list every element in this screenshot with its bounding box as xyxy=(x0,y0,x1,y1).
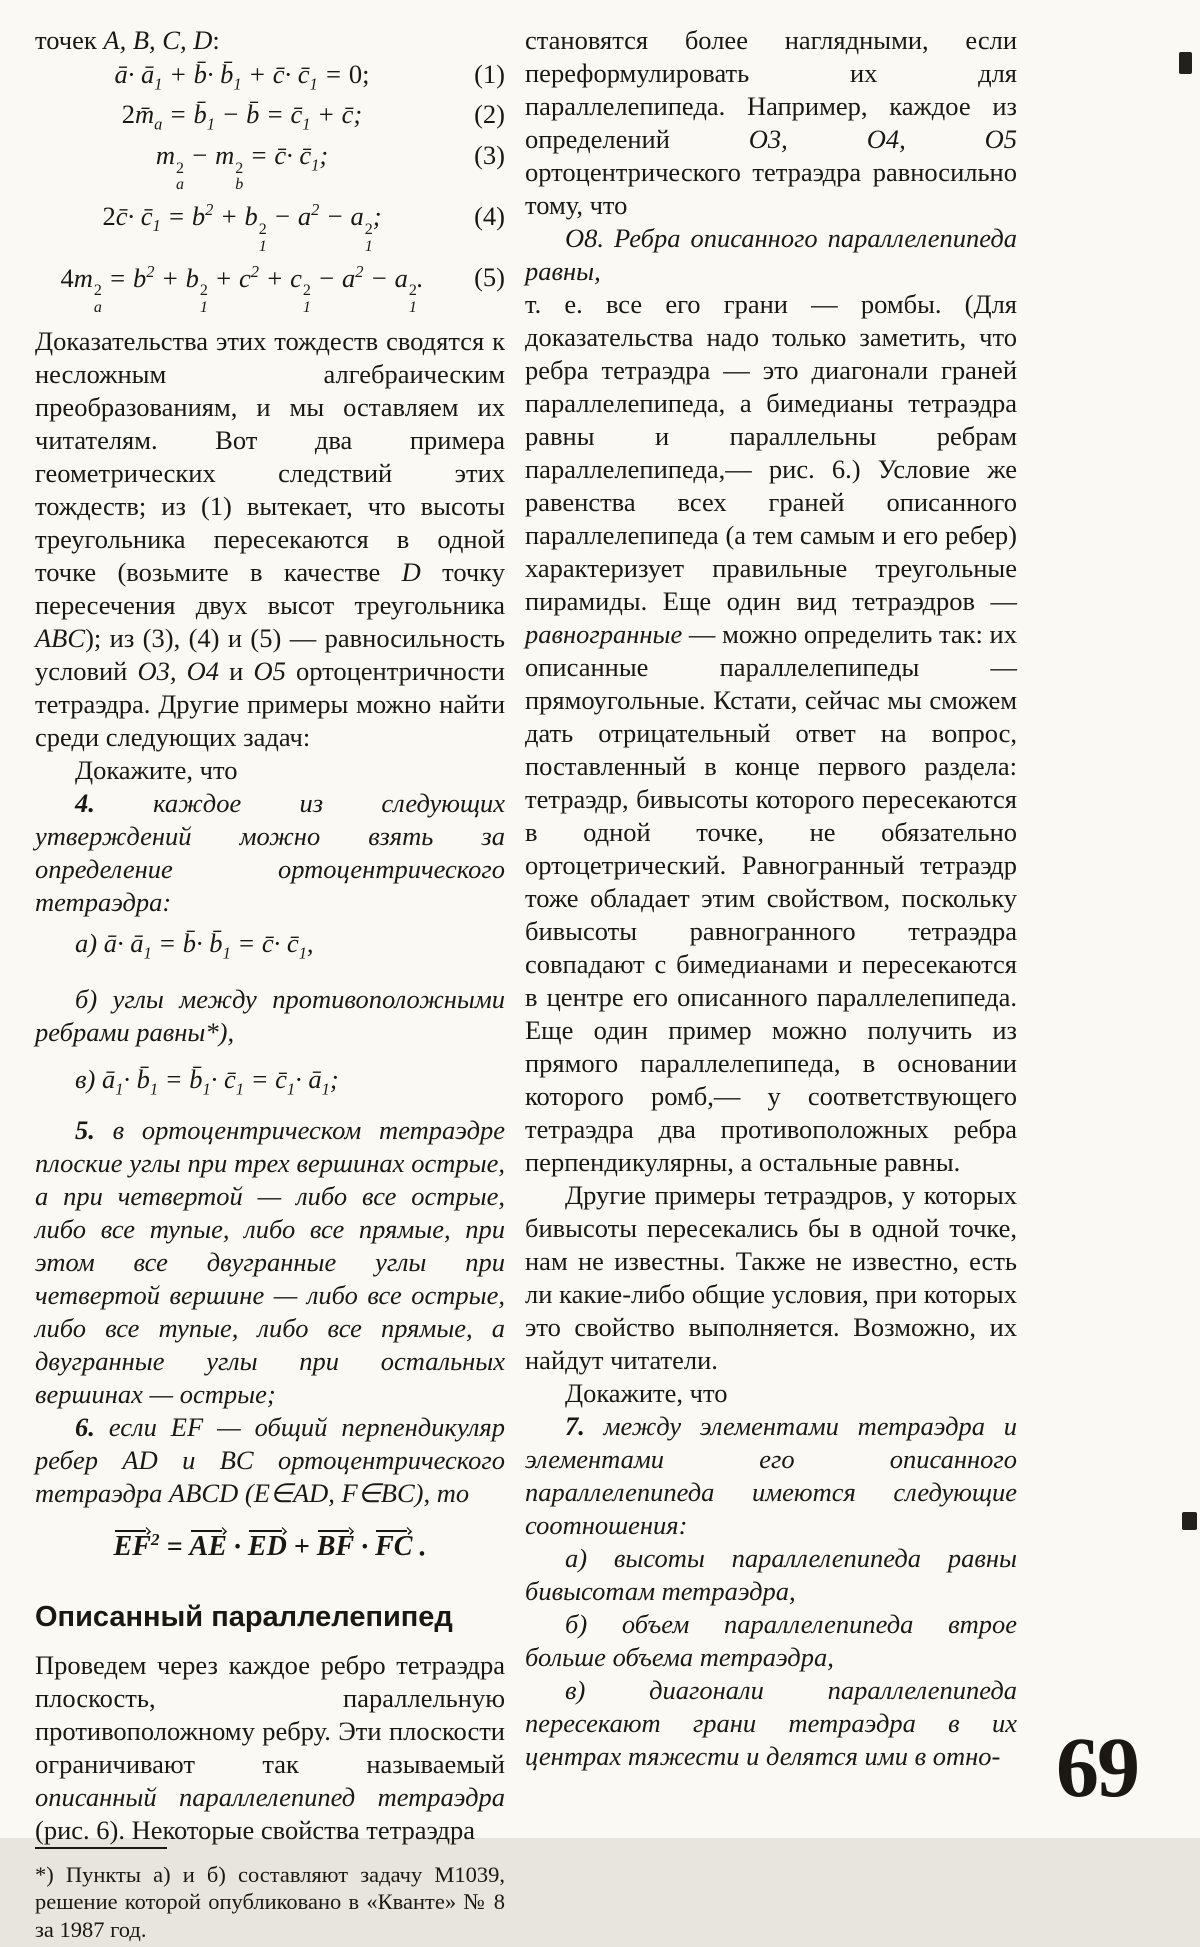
left-column xyxy=(35,24,505,1942)
problem-6: 6. если EF — общий перпендикуляр ребер AD и BC ортоцентрического тетраэдра ABCD (E∈AD, F∈BC), то xyxy=(35,1411,505,1508)
section-heading: Описанный параллелепипед xyxy=(35,1600,453,1633)
problem-7: 7. между элементами тетраэдра и элементами его описанного параллелепипеда имеются следующие соотношения: xyxy=(525,1411,1017,1540)
problem-7v: в) диагонали параллелепипеда пересекают грани тетраэдра в их центрах тяжести и делятся ими в отно- xyxy=(525,1675,1017,1771)
paragraph-main: т. е. все его грани — ромбы. (Для доказательства надо только заметить, что ребра тетраэдра — это диагонали граней параллелепипеда, а бимедианы тетраэдра равны и параллельны ребрам параллелепипеда,— рис. 6.) Условие же равенства всех граней описанного параллелепипеда (а тем самым и его ребер) характеризует правильные треугольные пирамиды. Еще один вид тетраэдров — равногранные — можно определить так: их описанные параллелепипеды — прямоугольные. Кстати, сейчас мы сможем дать отрицательный ответ на вопрос, поставленный в конце первого раздела: тетраэдр, бивысоты которого пересекаются в одной точке, не обязательно ортоцетрический. Равногранный тетраэдр тоже обладает этим свойством, поскольку бивысоты равногранного тетраэдра совпадают с бимедианами и пересекаются в центре его описанного параллелепипеда. Еще один пример можно получить из прямого параллелепипеда, в основании которого ромб,— у соответствующего тетраэдра два противоположных ребра перпендикулярны, а остальные равны. xyxy=(525,289,1017,1177)
right-column xyxy=(525,24,1017,1773)
paragraph-section-intro: Проведем через каждое ребро тетраэдра плоскость, параллельную противоположному ребру. Эти плоскости ограничивают так называемый описанный параллелепипед тетраэдра (рис. 6). Некоторые свойства тетраэдра xyxy=(35,1649,505,1845)
equation-formula: $2m̄_a$ = $b̄_1$ − b̄ = $c̄_1$ + c̄; xyxy=(121,99,363,134)
statement-o8: О8. Ребра описанного параллелепипеда равны, xyxy=(525,223,1017,286)
equation-formula: 2c̄· $c̄_1 = b^2 + b$ 2 1 − $a^2 - a$ 2 1 ; xyxy=(102,200,382,255)
equation-ef: $EF^2$ = AE · ED + BF · FC . xyxy=(35,1520,505,1567)
paragraph-prove-that: Докажите, что xyxy=(75,755,238,786)
problem-7a: а) высоты параллелепипеда равны бивысотам тетраэдра, xyxy=(525,1543,1017,1606)
problem-5: 5. в ортоцентрическом тетраэдре плоские углы при трех вершинах острые, а при четвертой — либо все острые, либо все тупые, либо все прямые, при этом все двугранные углы при четвертой вершине — либо все острые, либо все тупые, либо все прямые, а двугранные углы при остальных вершинах — острые; xyxy=(35,1114,505,1409)
equation-number: (2) xyxy=(474,99,505,130)
equation-formula: 4m 2 a = $b^2 + b$ 2 1 + $c^2 + c$ 2 1 − $a^2 - a$ 2 1 . xyxy=(60,261,424,317)
equation-5 xyxy=(35,256,505,317)
equation-number: (4) xyxy=(474,201,505,232)
footnote-text: *) Пункты а) и б) составляют задачу М1039, решение которой опубликовано в «Кванте» № 8 за 1987 год. xyxy=(35,1861,505,1942)
paragraph-other-examples: Другие примеры тетраэдров, у которых бивысоты пересекались бы в одной точке, нам не известны. Также не известно, есть ли какие-либо общие условия, при которых это свойство выполняется. Возможно, их найдут читатели. xyxy=(525,1180,1017,1375)
problem-4a-formula: а) ā· $ā_1$ = b̄· $b̄_1$ = c̄· $c̄_1$, xyxy=(75,928,314,963)
equation-formula: m 2 a − m 2 b = c̄· $c̄_1$; xyxy=(155,139,329,194)
paragraph-proofs: Доказательства этих тождеств сводятся к несложным алгебраическим преобразованиям, и мы оставляем их читателям. Вот два примера геометрических следствий этих тождеств; из (1) вытекает, что высоты треугольника пересекаются в одной точке (возьмите в качестве D точку пересечения двух высот треугольника ABC); из (3), (4) и (5) — равносильность условий О3, О4 и О5 ортоцентричности тетраэдра. Другие примеры можно найти среди следующих задач: xyxy=(35,326,505,753)
problem-4v-formula: в) $ā_1\cdot$ $b̄_1$ = $b̄_1\cdot$ $c̄_1$ = $c̄_1\cdot$ $ā_1$; xyxy=(75,1064,339,1099)
footnote xyxy=(35,1847,505,1947)
equation-number: (5) xyxy=(474,262,505,293)
equation-4 xyxy=(35,194,505,255)
equation-2 xyxy=(35,99,505,139)
equation-formula: ā· $ā_1$ + b̄· $b̄_1$ + c̄· $c̄_1 = 0$; xyxy=(114,59,370,94)
lead-in-text: точек A, B, C, D: xyxy=(35,25,220,55)
problem-4b: б) углы между противоположными ребрами равны*), xyxy=(35,984,505,1048)
problem-4: 4. каждое из следующих утверждений можно взять за определение ортоцентрического тетраэдра: xyxy=(35,788,505,918)
problem-7b: б) объем параллелепипеда втрое больше объема тетраэдра, xyxy=(525,1609,1017,1672)
scan-artifact xyxy=(1179,52,1192,74)
paragraph-continuation: становятся более наглядными, если переформулировать их для параллелепипеда. Например, каждое из определений О3, О4, О5 ортоцентрического тетраэдра равносильно тому, что xyxy=(525,25,1017,220)
equation-number: (3) xyxy=(474,139,505,170)
scan-artifact xyxy=(1182,1512,1197,1530)
page-number: 69 xyxy=(1056,1719,1138,1815)
equation-block xyxy=(35,59,505,317)
equation-1 xyxy=(35,59,505,99)
footnote-rule xyxy=(35,1847,167,1849)
equation-number: (1) xyxy=(474,59,505,89)
equation-3 xyxy=(35,140,505,195)
paragraph-prove-that: Докажите, что xyxy=(565,1378,728,1408)
